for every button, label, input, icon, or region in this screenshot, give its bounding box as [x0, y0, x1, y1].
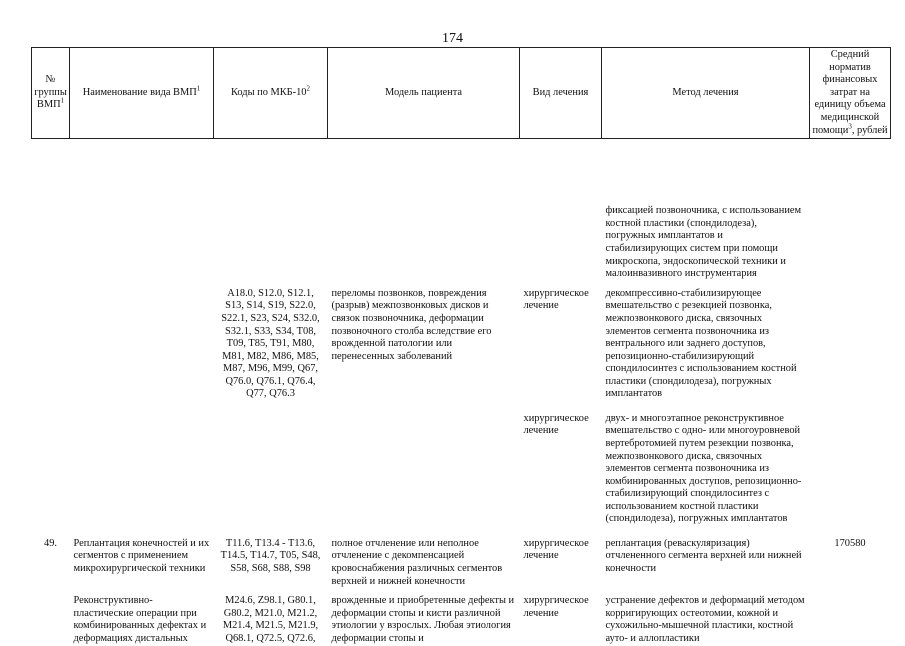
cell-vmp-name: [70, 407, 214, 532]
header-icd-codes: Коды по МКБ-$10^2$: [214, 48, 328, 139]
cell-average-cost: [810, 407, 891, 532]
header-treatment-type: Вид лечения: [520, 48, 602, 139]
cell-icd-codes: A18.0, S12.0, S12.1, S13, S14, S19, S22.0, S22.1, S23, S24, S32.0, S32.1, S33, S34, T08, T09, T85, T91, M80, M81, M82, M86, M85, M87, M96, M99, Q67, Q76.0, Q76.1, Q76.4, Q77, Q76.3: [221, 287, 320, 400]
cell-vmp-name: Реконструктивно-пластические операции при комбинированных дефектах и деформациях дистальных: [73, 595, 207, 644]
cell-icd-codes: [214, 407, 328, 532]
table-row: [32, 282, 891, 407]
cell-group-number: [32, 407, 70, 532]
cell-patient-model: полное отчленение или неполное отчленение с декомпенсацией кровоснабжения различных сегментов верхней и нижней конечности: [331, 537, 503, 587]
cell-group-number: [32, 139, 70, 282]
cell-patient-model: переломы позвонков, повреждения (разрыв) межпозвонковых дисков и связок позвоночника, деформации позвоночного столба вследствие его врожденной патологии или перенесенных заболеваний: [331, 287, 492, 362]
cell-treatment-type: хирургическое лечение: [523, 595, 589, 619]
table-row: [32, 532, 891, 589]
cell-treatment-method: фиксацией позвоночника, с использованием костной пластики (спондилодеза), погружных имплантатов и стабилизирующих систем при помощи микроскопа, эндоскопической техники и малоинвазивного инструментария: [605, 205, 802, 280]
vmp-table: [31, 47, 891, 646]
cell-group-number: 49.: [44, 537, 57, 549]
cell-average-cost: [810, 139, 891, 282]
cell-average-cost: [810, 282, 891, 407]
header-patient-model: Модель пациента: [328, 48, 520, 139]
cell-treatment-method: реплантация (реваскуляризация) отчлененного сегмента верхней или нижней конечности: [605, 537, 802, 574]
cell-group-number: [32, 282, 70, 407]
header-vmp-name: Наименование вида ВМП$^1$: [70, 48, 214, 139]
cell-treatment-type: хирургическое лечение: [523, 287, 589, 312]
header-average-cost: Средний норматив финансовых затрат на единицу объема медицинской помощи$^3$, рублей: [810, 48, 891, 139]
cell-patient-model: [328, 139, 520, 282]
header-treatment-method: Метод лечения: [602, 48, 810, 139]
table-row: [32, 139, 891, 282]
cell-icd-codes: [214, 139, 328, 282]
cell-average-cost: [810, 589, 891, 646]
cell-group-number: [32, 589, 70, 646]
table-row: [32, 589, 891, 646]
cell-treatment-method: устранение дефектов и деформаций методом корригирующих остеотомии, кожной и сухожильно-мышечной пластики, костной ауто- и аллопластики: [605, 595, 805, 644]
cell-icd-codes: T11.6, T13.4 - T13.6, T14.5, T14.7, T05, S48, S58, S68, S88, S98: [220, 537, 321, 574]
header-group-number: № группы ВМП$^1$: [32, 48, 70, 139]
cell-treatment-type: [520, 139, 602, 282]
cell-treatment-type: хирургическое лечение: [523, 537, 589, 562]
table-row: [32, 407, 891, 532]
cell-vmp-name: [70, 282, 214, 407]
cell-treatment-method: двух- и многоэтапное реконструктивное вмешательство с одно- или многоуровневой вертебротомией путем резекции позвонка, межпозвонкового диска, связочных элементов сегмента позвоночника из комбинированных доступов, репозиционно-стабилизирующий спондилосинтез с использованием костной пластики (спондилодеза), погружных имплантатов: [605, 412, 802, 525]
cell-vmp-name: [70, 139, 214, 282]
table-header-row: [32, 48, 891, 139]
page-number: 174: [442, 31, 463, 46]
cell-icd-codes: M24.6, Z98.1, G80.1, G80.2, M21.0, M21.2, M21.4, M21.5, M21.9, Q68.1, Q72.5, Q72.6,: [222, 595, 319, 644]
cell-vmp-name: Реплантация конечностей и их сегментов с применением микрохирургической техники: [73, 537, 210, 574]
cell-treatment-type: хирургическое лечение: [523, 412, 589, 437]
cell-patient-model: [328, 407, 520, 532]
cell-patient-model: врожденные и приобретенные дефекты и деформации стопы и кисти различной этиологии у взрослых. Любая этиология деформации стопы и: [331, 595, 515, 644]
cell-average-cost: 170580: [834, 537, 866, 549]
cell-treatment-method: декомпрессивно-стабилизирующее вмешательство с резекцией позвонка, межпозвонкового диска, связочных элементов сегмента позвоночника из вентрального или заднего доступов, репозиционно-стабилизирующий спондилосинтез с использованием костной пластики (спондилодеза), погружных имплантатов: [605, 287, 797, 400]
